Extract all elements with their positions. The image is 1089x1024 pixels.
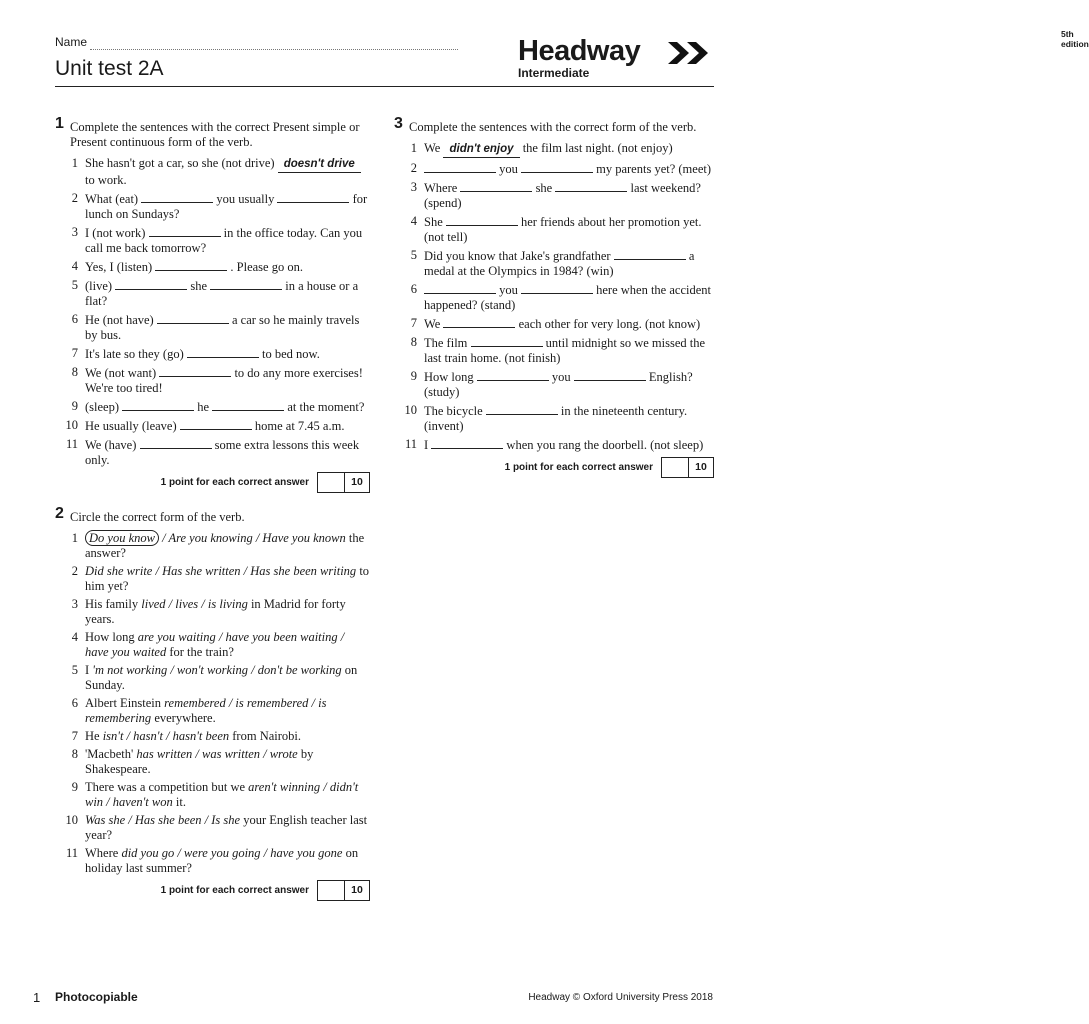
item-text-segment: for the train? [166, 645, 234, 659]
item-text-segment: It's late so they (go) [85, 347, 187, 361]
item-number: 7 [71, 729, 78, 743]
verb-options[interactable]: isn't / hasn't / hasn't been [102, 729, 230, 743]
item-number: 5 [71, 663, 78, 677]
item-text-segment: you usually [213, 192, 278, 206]
item-text-segment: a medal at the Olympics in 1984? (win) [424, 249, 695, 278]
exercise-item [394, 403, 714, 434]
item-text [85, 729, 370, 744]
exercise-item [55, 365, 370, 396]
item-text-segment: to him yet? [85, 564, 370, 593]
photocopiable-label: Photocopiable [55, 990, 138, 1004]
item-text-segment: in a house or a flat? [85, 279, 359, 308]
item-number: 9 [410, 369, 417, 383]
score-label: 1 point for each correct answer [160, 885, 309, 896]
item-number: 10 [65, 418, 78, 432]
exercise-item [55, 437, 370, 468]
answer-blank[interactable] [424, 161, 496, 173]
answer-blank[interactable] [471, 335, 543, 347]
verb-options[interactable]: remembered / is remembered / is remembering [85, 696, 327, 725]
exercise-item [55, 663, 370, 693]
item-text-segment: Yes, I (listen) [85, 260, 156, 274]
score-max: 10 [695, 461, 707, 473]
verb-options[interactable]: 'm not working / won't working / don't be working [92, 663, 342, 677]
exercise-item [55, 597, 370, 627]
item-text-segment: I [424, 438, 432, 452]
example-answer: doesn't drive [278, 157, 361, 173]
exercise-item [55, 780, 370, 810]
item-text-segment: her friends about her promotion yet. (not tell) [424, 215, 702, 244]
logo-level: Intermediate [518, 66, 590, 80]
exercise-item [55, 630, 370, 660]
item-text-segment: . Please go on. [227, 260, 303, 274]
item-text [424, 161, 714, 177]
item-text-segment: she [187, 279, 211, 293]
score-row [55, 880, 370, 901]
score-row [394, 457, 714, 478]
exercise-item [394, 214, 714, 245]
item-text-segment: until midnight so we missed the last train home. (not finish) [424, 336, 706, 365]
score-box [317, 472, 370, 493]
item-text-segment: He (not have) [85, 313, 157, 327]
exercise-item [55, 813, 370, 843]
item-text-segment: a car so he mainly travels by bus. [85, 313, 360, 342]
item-number: 11 [65, 437, 78, 451]
item-text-segment: you [496, 283, 521, 297]
item-text-segment: she [532, 181, 556, 195]
answer-blank[interactable] [141, 191, 213, 203]
item-text [85, 365, 370, 396]
item-number: 1 [71, 156, 78, 170]
item-text [85, 225, 370, 256]
item-text [85, 813, 370, 843]
item-number: 2 [71, 564, 78, 578]
item-text-segment: for lunch on Sundays? [85, 192, 368, 221]
exercise-item [55, 278, 370, 309]
exercise-items [55, 156, 370, 468]
item-text-segment: you [496, 162, 521, 176]
item-number: 11 [65, 846, 78, 860]
answer-blank[interactable] [157, 312, 229, 324]
page-footer [0, 985, 768, 1015]
item-text [424, 403, 714, 434]
verb-options[interactable]: / Are you knowing / Have you known [158, 531, 346, 545]
answer-blank[interactable] [277, 191, 349, 203]
item-text-segment: We [424, 141, 444, 155]
item-text [85, 597, 370, 627]
item-text [424, 214, 714, 245]
item-text [85, 437, 370, 468]
exercise-items [394, 141, 714, 453]
exercise-item [55, 747, 370, 777]
item-text-segment: in the office today. Can you call me back tomorrow? [85, 226, 363, 255]
answer-blank[interactable] [122, 399, 194, 411]
item-number: 9 [71, 780, 78, 794]
item-number: 8 [71, 747, 78, 761]
score-label: 1 point for each correct answer [160, 477, 309, 488]
exercise-item [55, 729, 370, 744]
answer-blank[interactable] [115, 278, 187, 290]
exercise-item [55, 312, 370, 343]
answer-blank[interactable] [477, 369, 549, 381]
exercise-item [394, 369, 714, 400]
exercise-item [394, 335, 714, 366]
answer-blank[interactable] [187, 346, 259, 358]
item-text [85, 312, 370, 343]
exercise-item [55, 259, 370, 275]
item-text-segment: the film last night. (not enjoy) [519, 141, 673, 155]
answer-blank[interactable] [460, 180, 532, 192]
verb-options[interactable]: aren't winning / didn't win / haven't won [85, 780, 359, 809]
answer-blank[interactable] [431, 437, 503, 449]
exercise-instruction: Circle the correct form of the verb. [70, 510, 245, 524]
item-number: 3 [71, 597, 78, 611]
item-text-segment: Albert Einstein [85, 696, 165, 710]
item-number: 10 [404, 403, 417, 417]
answer-blank[interactable] [424, 282, 496, 294]
answer-blank[interactable] [521, 282, 593, 294]
item-text-segment: I [85, 663, 93, 677]
item-text [85, 696, 370, 726]
answer-blank[interactable] [486, 403, 558, 415]
exercise-instruction: Complete the sentences with the correct form of the verb. [409, 120, 697, 134]
answer-blank[interactable] [159, 365, 231, 377]
item-text-segment: some extra lessons this week only. [85, 438, 360, 467]
exercise-item [394, 248, 714, 279]
item-number: 2 [410, 161, 417, 175]
item-number: 7 [410, 316, 417, 330]
item-text-segment: Where [85, 846, 122, 860]
exercise-item [55, 696, 370, 726]
item-text-segment: What (eat) [85, 192, 142, 206]
item-text-segment: English? (study) [424, 370, 693, 399]
header-divider [55, 86, 714, 87]
item-number: 5 [410, 248, 417, 262]
item-number: 5 [71, 278, 78, 292]
item-text [424, 282, 714, 313]
score-input[interactable] [318, 881, 345, 900]
answer-blank[interactable] [446, 214, 518, 226]
item-number: 3 [71, 225, 78, 239]
logo-edition: 5th edition [1061, 29, 1089, 49]
item-text [424, 369, 714, 400]
item-text [85, 346, 370, 362]
headway-logo [518, 29, 1089, 83]
item-text-segment: to bed now. [258, 347, 320, 361]
item-text [424, 180, 714, 211]
double-chevron-icon [668, 42, 714, 64]
item-text [424, 335, 714, 366]
item-number: 6 [71, 312, 78, 326]
score-row [55, 472, 370, 493]
exercise-item [394, 180, 714, 211]
item-text-segment: on holiday last summer? [85, 846, 359, 875]
score-max: 10 [351, 884, 363, 896]
item-text-segment: He usually (leave) [85, 419, 180, 433]
page-title: Unit test 2A [55, 57, 164, 80]
answer-blank[interactable] [574, 369, 646, 381]
item-number: 10 [65, 813, 78, 827]
item-text-segment: when you rang the doorbell. (not sleep) [503, 438, 704, 452]
item-number: 4 [410, 214, 417, 228]
exercise-item [55, 156, 370, 188]
score-box [661, 457, 714, 478]
score-input[interactable] [318, 473, 345, 492]
exercise-item [55, 225, 370, 256]
item-text-segment: my parents yet? (meet) [593, 162, 712, 176]
item-text-segment: She [424, 215, 446, 229]
item-text-segment: He [85, 729, 103, 743]
score-label: 1 point for each correct answer [504, 462, 653, 473]
name-label: Name [55, 35, 88, 49]
verb-options[interactable]: are you waiting / have you been waiting / have you waited [85, 630, 345, 659]
item-text-segment: How long [424, 370, 477, 384]
answer-blank[interactable] [555, 180, 627, 192]
item-number: 4 [71, 630, 78, 644]
answer-blank[interactable] [443, 316, 515, 328]
item-text-segment: We [424, 317, 444, 331]
exercise-item [55, 531, 370, 561]
answer-blank[interactable] [155, 259, 227, 271]
item-text-segment: Did you know that Jake's grandfather [424, 249, 614, 263]
circled-example-answer: Do you know [85, 530, 159, 546]
item-text [85, 663, 370, 693]
item-text-segment: it. [172, 795, 186, 809]
item-text [85, 156, 370, 188]
item-text [85, 531, 370, 561]
exercise-item [394, 282, 714, 313]
exercise-3 [394, 115, 714, 478]
item-text-segment: There was a competition but we [85, 780, 249, 794]
verb-options[interactable]: did you go / were you going / have you gone [121, 846, 343, 860]
item-text-segment: by Shakespeare. [85, 747, 314, 776]
answer-blank[interactable] [212, 399, 284, 411]
answer-blank[interactable] [140, 437, 212, 449]
item-text [85, 418, 370, 434]
score-box [317, 880, 370, 901]
item-number: 1 [71, 531, 78, 545]
answer-blank[interactable] [210, 278, 282, 290]
item-number: 8 [410, 335, 417, 349]
answer-blank[interactable] [149, 225, 221, 237]
exercise-item [55, 399, 370, 415]
exercise-number: 3 [394, 115, 403, 132]
exercise-item [394, 141, 714, 158]
page-header [0, 0, 1089, 95]
item-text-segment: His family [85, 597, 142, 611]
item-text [85, 747, 370, 777]
example-answer: didn't enjoy [443, 142, 519, 158]
item-text [85, 399, 370, 415]
item-text-segment: 'Macbeth' [85, 747, 137, 761]
item-text-segment: he [194, 400, 213, 414]
item-text-segment: We (have) [85, 438, 140, 452]
item-text-segment: We (not want) [85, 366, 160, 380]
item-text [85, 780, 370, 810]
copyright: Headway © Oxford University Press 2018 [528, 992, 713, 1003]
exercise-item [55, 846, 370, 876]
item-text [85, 259, 370, 275]
item-text [424, 316, 714, 332]
exercise-item [394, 161, 714, 177]
item-text-segment: (sleep) [85, 400, 123, 414]
exercise-item [55, 346, 370, 362]
item-text-segment: each other for very long. (not know) [515, 317, 701, 331]
item-text-segment: on Sunday. [85, 663, 358, 692]
score-max: 10 [351, 476, 363, 488]
item-text-segment: home at 7.45 a.m. [251, 419, 345, 433]
answer-blank[interactable] [180, 418, 252, 430]
item-number: 8 [71, 365, 78, 379]
item-text-segment: in the nineteenth century. (invent) [424, 404, 688, 433]
item-text [85, 278, 370, 309]
item-text-segment: in Madrid for forty years. [85, 597, 346, 626]
exercise-item [394, 437, 714, 453]
page-number: 1 [33, 990, 41, 1005]
item-text-segment: everywhere. [151, 711, 216, 725]
item-number: 3 [410, 180, 417, 194]
item-text [85, 191, 370, 222]
exercise-item [55, 191, 370, 222]
item-text-segment: here when the accident happened? (stand) [424, 283, 711, 312]
item-number: 2 [71, 191, 78, 205]
item-text [424, 248, 714, 279]
item-text-segment: I (not work) [85, 226, 149, 240]
item-text [85, 846, 370, 876]
item-text-segment: Where [424, 181, 461, 195]
answer-blank[interactable] [614, 248, 686, 260]
exercise-item [55, 564, 370, 594]
item-text-segment: (live) [85, 279, 116, 293]
item-number: 6 [410, 282, 417, 296]
verb-options[interactable]: Was she / Has she been / Is she [85, 813, 241, 827]
item-text [424, 141, 714, 158]
item-text-segment: you [548, 370, 574, 384]
exercise-2 [55, 505, 370, 901]
score-input[interactable] [662, 458, 689, 477]
item-text-segment: She hasn't got a car, so she (not drive) [85, 156, 278, 170]
item-text-segment: How long [85, 630, 138, 644]
item-text-segment: from Nairobi. [229, 729, 301, 743]
verb-options[interactable]: Did she write / Has she written / Has she been writing [85, 564, 357, 578]
item-text-segment: to work. [85, 173, 127, 187]
exercise-items [55, 531, 370, 876]
item-text-segment: The film [424, 336, 471, 350]
exercise-item [394, 316, 714, 332]
item-text-segment: last weekend? (spend) [424, 181, 701, 210]
item-number: 6 [71, 696, 78, 710]
logo-brand: Headway [518, 35, 641, 67]
verb-options[interactable]: lived / lives / is living [141, 597, 248, 611]
item-text [424, 437, 714, 453]
item-text-segment: to do any more exercises! We're too tired! [85, 366, 363, 395]
item-number: 9 [71, 399, 78, 413]
item-number: 1 [410, 141, 417, 155]
exercise-instruction: Complete the sentences with the correct Present simple or Present continuous form of the verb. [70, 120, 360, 149]
exercise-number: 2 [55, 505, 64, 522]
item-number: 7 [71, 346, 78, 360]
exercise-item [55, 418, 370, 434]
name-field[interactable] [90, 49, 458, 50]
item-text [85, 630, 370, 660]
item-number: 4 [71, 259, 78, 273]
exercise-1 [55, 115, 370, 493]
item-number: 11 [404, 437, 417, 451]
exercise-number: 1 [55, 115, 64, 132]
verb-options[interactable]: has written / was written / wrote [136, 747, 298, 761]
item-text-segment: the answer? [85, 531, 365, 560]
item-text-segment: at the moment? [284, 400, 365, 414]
item-text-segment: The bicycle [424, 404, 486, 418]
answer-blank[interactable] [521, 161, 593, 173]
item-text [85, 564, 370, 594]
item-text-segment: your English teacher last year? [85, 813, 368, 842]
